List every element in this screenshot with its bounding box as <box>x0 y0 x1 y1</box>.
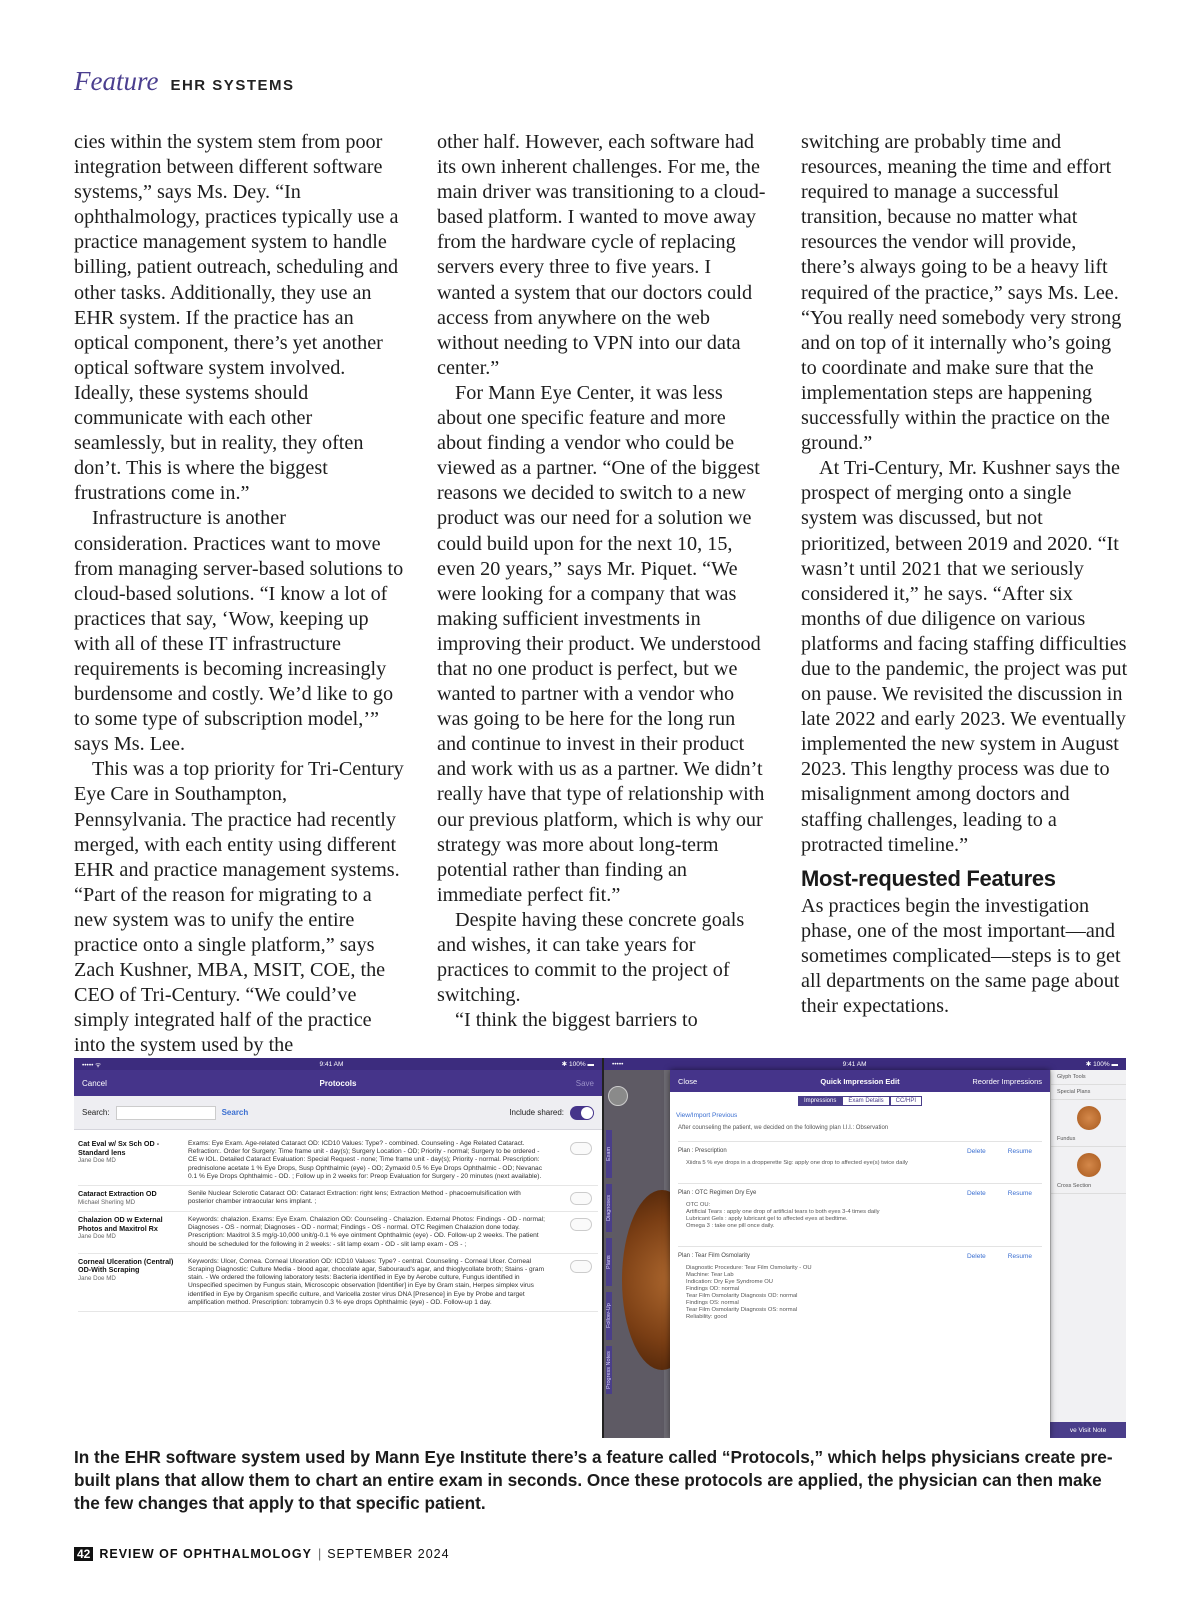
tab-diagnoses[interactable]: Diagnoses <box>606 1184 612 1232</box>
special-plans-item[interactable]: Special Plans <box>1051 1085 1126 1100</box>
plan-line: Xiidra 5 % eye drops in a dropperette Sig: apply one drop to affected eye(s) twice daily <box>686 1160 908 1166</box>
resume-button[interactable]: Resume <box>1007 1148 1032 1155</box>
segmented-control <box>670 1092 1050 1110</box>
cross-section-icon[interactable] <box>1077 1153 1101 1177</box>
magazine-name: REVIEW OF OPHTHALMOLOGY <box>99 1547 312 1561</box>
plan-header: Plan : Tear Film Osmolarity <box>678 1253 750 1259</box>
footer-separator: | <box>317 1547 322 1561</box>
plan-header: Plan : Prescription <box>678 1148 727 1154</box>
plan-line: Tear Film Osmolarity Diagnosis OD: normal <box>686 1293 798 1299</box>
fundus-icon[interactable] <box>1077 1106 1101 1130</box>
fundus-label: Fundus <box>1051 1132 1126 1147</box>
search-button[interactable]: Search <box>221 1108 249 1117</box>
paragraph: This was a top priority for Tri-Century Eye Care in Southampton, Pennsylvania. The practice had recently merged, with each entity using different EHR and practice management systems. “Part of the reason for migrating to a new system was to unify the entire practice onto a single platform,” says Zach Kushner, MBA, MSIT, COE, the CEO of Tri-Century. “We could’ve simply integrated half of the practice into the system used by the <box>74 758 404 1057</box>
close-button[interactable]: Close <box>678 1076 698 1086</box>
paragraph: cies within the system stem from poor integration between different software systems,” says Ms. Dey. “In ophthalmology, practices typically use a practice management system to handle billing, patient outreach, scheduling and other tasks. Additionally, they use an EHR system. If the practice has an optical component, there’s yet another optical software system involved. Ideally, these systems should communicate with each other seamlessly, but in reality, they often don’t. This is where the biggest frustrations come in.” <box>74 131 399 505</box>
screen-title: Protocols <box>319 1078 357 1088</box>
protocol-toggle[interactable] <box>570 1192 592 1205</box>
delete-button[interactable]: Delete <box>966 1253 986 1260</box>
tab-cc-hpi[interactable]: CC/HPI <box>890 1096 922 1106</box>
signal-icon: ••••• ᯤ <box>82 1061 102 1069</box>
section-label: Feature <box>74 66 159 96</box>
plan-line: Diagnostic Procedure: Tear Film Osmolarity - OU <box>686 1265 812 1271</box>
patient-sidebar <box>604 1070 664 1438</box>
paragraph: Infrastructure is another consideration. Practices want to move from managing server-based solutions to cloud-based solutions. “I know a lot of practices that say, ‘Wow, keeping up with all of these IT infrastructure requirements is becoming increasingly burdensome and costly. We’d like to go to some type of subscription model,’” says Ms. Lee. <box>74 507 404 756</box>
protocol-toggle[interactable] <box>570 1218 592 1231</box>
protocol-description: Senile Nuclear Sclerotic Cataract OD: Cataract Extraction: right lens; Extraction Method - phacoemulsification with posterior chamber intraocular lens implant. ; <box>188 1190 521 1206</box>
battery-icon: ✱ 100% ▬ <box>1085 1061 1118 1068</box>
tab-plans[interactable]: Plans <box>606 1238 612 1286</box>
tab-progress-notes[interactable]: Progress Notes <box>606 1346 612 1394</box>
quick-impression-screenshot <box>604 1058 1126 1438</box>
protocol-author: Jane Doe MD <box>78 1274 116 1282</box>
paragraph: As practices begin the investigation phase, one of the most important—and sometimes complicated—steps is to get all departments on the same page about their expectations. <box>801 894 1121 1018</box>
protocol-author: Michael Sherling MD <box>78 1198 136 1206</box>
screenshot-figure <box>74 1058 1126 1438</box>
quick-impression-modal <box>670 1070 1050 1438</box>
battery-icon: ✱ 100% ▬ <box>561 1061 594 1068</box>
plan-line: Artificial Tears : apply one drop of artificial tears to both eyes 3-4 times daily <box>686 1209 880 1215</box>
subheading: Most-requested Features <box>801 865 1056 891</box>
figure-caption: In the EHR software system used by Mann Eye Institute there’s a feature called “Protocols,” which helps physicians create pre-built plans that allow them to chart an entire exam in seconds. Once these protocols are applied, the physician can then make the few changes that apply to that specific patient. <box>74 1447 1113 1513</box>
visit-note-button[interactable]: ve Visit Note <box>1050 1422 1126 1438</box>
protocol-description: Exams: Eye Exam. Age-related Cataract OD: ICD10 Values: Type? - combined. Counseling - Age Related Cataract. Refraction:. Order for Surgery: Time frame unit - day(s); Surgery Location - OD; Priority - normal; Surgery to be ordered - CE w IOL. Detailed Cataract Evaluation: Special Request - none; Time frame unit - day(s); Priority - normal. Prescription: prednisolone acetate 1 % Eye Drops, Susp Ophthalmic (eye) - OD; Zymaxid 0.5 % Eye Drops Ophthalmic - OD; Nevanac 0.1 % Eye Drops Ophthalmic - OD. ; Follow up in 2 weeks for: Preop Evaluation for Surgery - 20 minutes (next available). <box>188 1140 543 1180</box>
reorder-impressions-button[interactable]: Reorder Impressions <box>972 1076 1042 1086</box>
drawing-tools-pane <box>1050 1070 1126 1438</box>
resume-button[interactable]: Resume <box>1007 1253 1032 1260</box>
plan-line: Findings OD: normal <box>686 1286 740 1292</box>
impression-note: After counseling the patient, we decided on the following plan I.I.I.: Observation <box>678 1125 889 1131</box>
protocol-description: Keywords: Ulcer, Cornea. Corneal Ulceration OD: ICD10 Values: Type? - central. Counseling - Corneal Ulcer. Corneal Scraping Diagnostic: Culture Media - blood agar, chocolate agar, Sabouraud's agar, and thioglycollate broth; Stains - gram stain. - We ordered the following laboratory tests: Bacteria identified in Eye by Aerobe culture, Fungus identified in Unspecified specimen by Fungus stain, Microscopic observation [Identifier] in Eye by Gram stain, Herpes simplex virus identified in Eye by Organism specific culture, and Varicella zoster virus DNA [Presence] in Eye by Probe and target amplification method. Prescription: tobramycin 0.3 % eye drops Ophthalmic (eye) - OD. Follow-up 1 day. <box>188 1257 545 1306</box>
search-input[interactable] <box>116 1106 216 1120</box>
modal-navbar <box>670 1070 1050 1092</box>
plan-line: OTC OU: <box>686 1202 711 1208</box>
modal-body <box>670 1125 1050 1337</box>
paragraph: “I think the biggest barriers to <box>455 1009 698 1032</box>
topic-label: EHR SYSTEMS <box>170 77 295 94</box>
protocol-toggle[interactable] <box>570 1142 592 1155</box>
save-button[interactable]: Save <box>575 1078 594 1088</box>
list-item[interactable] <box>78 1254 598 1312</box>
status-bar <box>604 1058 1126 1070</box>
protocols-navbar <box>74 1070 602 1096</box>
tab-follow-up[interactable]: Follow-Up <box>606 1292 612 1340</box>
plan-line: Omega 3 : take one pill once daily. <box>686 1223 775 1229</box>
protocols-screenshot <box>74 1058 602 1438</box>
status-time: 9:41 AM <box>842 1060 867 1068</box>
vertical-tab-list <box>606 1130 620 1400</box>
protocol-name: Chalazion OD w External Photos and Maxitrol Rx <box>78 1215 163 1233</box>
include-shared-label: Include shared: <box>509 1108 564 1117</box>
list-item[interactable] <box>78 1186 598 1212</box>
view-import-previous-link[interactable]: View/Import Previous <box>676 1112 738 1119</box>
plan-line: Reliability: good <box>686 1314 727 1320</box>
protocol-author: Jane Doe MD <box>78 1233 116 1241</box>
paragraph: At Tri-Century, Mr. Kushner says the prospect of merging onto a single system was discussed, but not prioritized, between 2019 and 2020. “It wasn’t until 2021 that we seriously considered it,” he says. “After six months of due diligence on various platforms and facing staffing difficulties due to the pandemic, the project was put on pause. We revisited the discussion in late 2022 and early 2023. We eventually implemented the new system in August 2023. This lengthy process was due to misalignment among doctors and staffing challenges, leading to a protracted timeline.” <box>801 457 1128 856</box>
plan-line: Machine: Tear Lab <box>686 1272 734 1278</box>
resume-button[interactable]: Resume <box>1007 1190 1032 1197</box>
plan-header: Plan : OTC Regimen Dry Eye <box>678 1190 757 1196</box>
protocol-toggle[interactable] <box>570 1260 592 1273</box>
cancel-button[interactable]: Cancel <box>82 1078 107 1088</box>
delete-button[interactable]: Delete <box>966 1148 986 1155</box>
glyph-tools-item[interactable]: Glyph Tools <box>1051 1070 1126 1085</box>
delete-button[interactable]: Delete <box>966 1190 986 1197</box>
paragraph: Despite having these concrete goals and wishes, it can take years for practices to commit to the project of switching. <box>437 908 745 1007</box>
paragraph: For Mann Eye Center, it was less about one specific feature and more about finding a vendor who could be viewed as a partner. “One of the biggest reasons we decided to switch to a new product was our need for a solution we could build upon for the next 10, 15, even 20 years,” says Mr. Piquet. “We were looking for a company that was making sufficient investments in improving their product. We understood that no one product is perfect, but we wanted to partner with a vendor who was going to be here for the long run and continue to invest in their product and work with us as a partner. We didn’t really have that type of relationship with our previous platform, which is why our strategy was more about long-term potential rather than finding an immediate perfect fit.” <box>437 381 765 906</box>
tab-exam-details[interactable]: Exam Details <box>842 1096 889 1106</box>
protocol-author: Jane Doe MD <box>78 1157 116 1164</box>
protocol-name: Cat Eval w/ Sx Sch OD - Standard lens <box>78 1139 160 1157</box>
paragraph: other half. However, each software had its own inherent challenges. For me, the main driver was transitioning to a cloud-based platform. I wanted to move away from the hardware cycle of replacing servers every three to five years. I wanted a system that our doctors could access from anywhere on the web without needing to VPN into our data center.” <box>437 131 766 379</box>
page-footer <box>74 1547 450 1561</box>
protocol-list <box>74 1130 602 1312</box>
article-column-3 <box>801 130 1131 1019</box>
protocol-description: Keywords: chalazion. Exams: Eye Exam. Chalazion OD: Counseling - Chalazion. External Photos: Findings - OD - normal; Diagnoses - OS - normal; Diagnoses - OD - normal; Findings - OS - normal. OTC Regimen Chalazion done today. Prescription: Maxitrol 3.5 mg/g-10,000 unit/g-0.1 % eye ointment Ophthalmic (eye) - OD. Follow-up 2 weeks. The patient should be scheduled for the following in 2 weeks: - slit lamp exam - OD - slit lamp exam - OS - ; <box>188 1216 545 1248</box>
search-row <box>74 1096 602 1130</box>
plan-line: Findings OS: normal <box>686 1300 739 1306</box>
tab-exam[interactable]: Exam <box>606 1130 612 1178</box>
protocol-name: Cataract Extraction OD <box>78 1189 157 1199</box>
page-number: 42 <box>74 1547 93 1561</box>
plan-block <box>678 1141 1042 1183</box>
modal-title: Quick Impression Edit <box>820 1076 900 1086</box>
plan-block <box>678 1246 1042 1337</box>
plan-line: Indication: Dry Eye Syndrome OU <box>686 1279 773 1285</box>
article-column-2 <box>437 130 767 1033</box>
plan-line: Tear Film Osmolarity Diagnosis OS: normal <box>686 1307 798 1313</box>
list-item[interactable] <box>78 1212 598 1254</box>
search-label: Search: <box>82 1108 110 1117</box>
plan-line: Lubricant Gels : apply lubricant gel to affected eyes at bedtime. <box>686 1216 848 1222</box>
plan-block <box>678 1183 1042 1246</box>
tab-impressions[interactable]: Impressions <box>798 1096 842 1106</box>
paragraph: switching are probably time and resources, meaning the time and effort required to manage a successful transition, because no matter what resources the vendor will provide, there’s always going to be a heavy lift required of the practice,” says Ms. Lee. “You really need somebody very strong and on top of it internally who’s going to coordinate and make sure that the implementation steps are happening successfully within the practice on the ground.” <box>801 131 1122 455</box>
signal-icon: ••••• <box>612 1060 624 1068</box>
protocol-name: Corneal Ulceration (Central) OD-With Scraping <box>78 1256 174 1275</box>
running-header <box>74 66 295 97</box>
avatar <box>608 1086 628 1106</box>
article-column-1 <box>74 130 404 1058</box>
list-item[interactable] <box>78 1136 598 1186</box>
status-bar <box>74 1058 602 1070</box>
cross-section-label: Cross Section <box>1051 1179 1126 1194</box>
status-time: 9:41 AM <box>319 1060 344 1068</box>
issue-date: SEPTEMBER 2024 <box>327 1547 450 1561</box>
include-shared-toggle[interactable] <box>570 1106 594 1120</box>
